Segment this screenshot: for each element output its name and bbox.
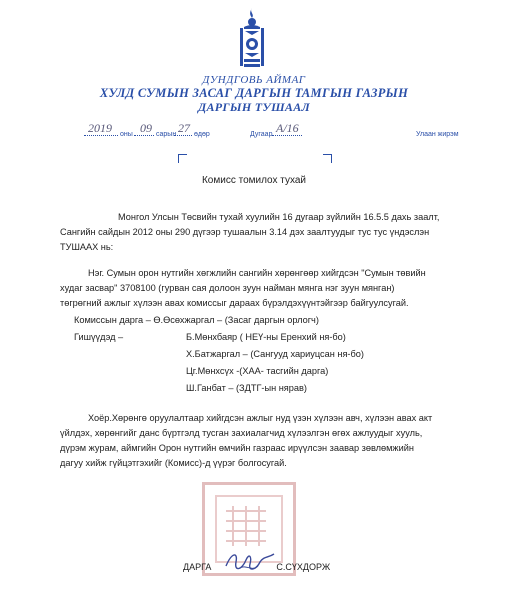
- document-number: А/16: [276, 121, 299, 135]
- date-month: 09: [140, 121, 152, 135]
- commission-chair: Комиссын дарга – Ө.Өсөхжаргал – (Засаг даргын орлогч): [74, 315, 319, 325]
- document-title: Комисс томилох тухай: [201, 175, 307, 186]
- item2-line-3: дүрэм журам, аймгийн Орон нутгийн өмчийн газраас ирүүлсэн заавар зөвлөмжийн: [60, 443, 414, 453]
- item1-line-2: худаг засвар" 3708100 (гурван сая долоон зуун найман мянга нэг зуун мянган): [60, 283, 395, 293]
- date-day-suffix: өдөр: [194, 131, 210, 138]
- signature-title: ДАРГА: [183, 562, 212, 572]
- bracket-left: [178, 154, 187, 163]
- date-month-suffix: сарын: [156, 131, 177, 138]
- date-year-suffix: оны: [120, 131, 133, 138]
- organization-name: ХУЛД СУМЫН ЗАСАГ ДАРГЫН ТАМГЫН ГАЗРЫН: [99, 86, 409, 100]
- date-year: 2019: [88, 121, 112, 135]
- handwritten-signature-icon: [222, 548, 278, 576]
- intro-line-3: ТУШААХ нь:: [60, 242, 114, 252]
- item2-line-2: үйлдэх, хөрөнгийг данс бүртгэлд тусган захиалагчид хүлээлгэн өгөх ажлуудыг хууль,: [60, 428, 423, 438]
- document-type: ДАРГЫН ТУШААЛ: [197, 100, 311, 114]
- signature-name: С.СҮХДОРЖ: [276, 562, 331, 572]
- item2-line-4: дагуу хийж гүйцэтгэхийг (Комисс)-д үүрэг болгосугай.: [60, 458, 287, 468]
- place-name: Улаан жирэм: [416, 131, 459, 138]
- bracket-right: [323, 154, 332, 163]
- member-1: Б.Мөнхбаяр ( НЕҮ-ны Еренхий ня-бо): [186, 332, 346, 342]
- soyombo-emblem-icon: [232, 6, 272, 72]
- member-4: Ш.Ганбат – (ЗДТГ-ын нярав): [186, 383, 307, 393]
- stamp-pattern-icon: [221, 501, 271, 551]
- item1-line-1: Нэг. Сумын орон нутгийн хөгжлийн сангийн хөрөнгөөр хийгдсэн "Сумын төвийн: [88, 268, 426, 278]
- member-3: Цг.Мөнхсүх -(ХАА- тасгийн дарга): [186, 366, 329, 376]
- members-label: Гишүүдэд –: [74, 332, 124, 342]
- member-2: Х.Батжаргал – (Сангууд хариуцсан ня-бо): [186, 349, 364, 359]
- date-day: 27: [178, 121, 190, 135]
- item1-line-3: төгрөгний ажлыг хүлээн авах комиссыг дараах бүрэлдэхүүнтэйгээр байгуулсугай.: [60, 298, 409, 308]
- aimag-name: ДУНДГОВЬ АЙМАГ: [202, 74, 306, 86]
- intro-line-2: Сангийн сайдын 2012 оны 290 дүгээр тушаалын 3.14 дэх заалтуудыг тус тус үндэслэн: [60, 227, 430, 237]
- number-label: Дугаар: [250, 131, 273, 138]
- intro-line-1: Монгол Улсын Төсвийн тухай хуулийн 16 дугаар зүйлийн 16.5.5 дахь заалт,: [118, 212, 440, 222]
- item2-line-1: Хоёр.Хөрөнгө оруулалтаар хийгдсэн ажлыг нуд үзэн хүлээн авч, хүлээн авах акт: [88, 413, 433, 423]
